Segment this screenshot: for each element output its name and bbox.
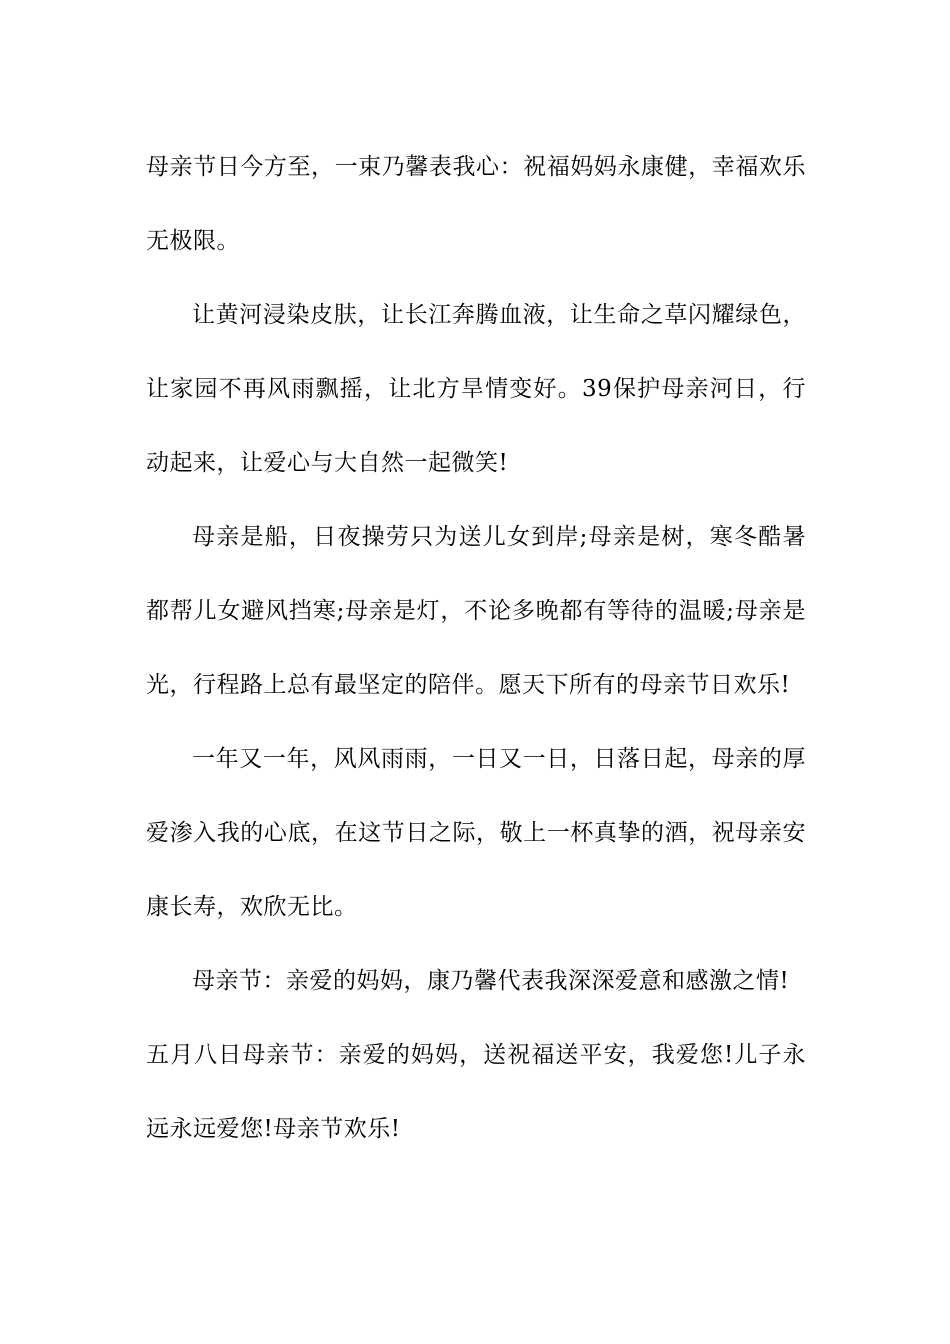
paragraph-1: 母亲节日今方至，一束乃馨表我心：祝福妈妈永康健，幸福欢乐无极限。 bbox=[146, 154, 806, 254]
paragraph-3: 母亲是船，日夜操劳只为送儿女到岸;母亲是树，寒冬酷暑都帮儿女避风挡寒;母亲是灯，不论多晚都有等待的温暖;母亲是光，行程路上总有最坚定的陪伴。愿天下所有的母亲节日欢乐! bbox=[146, 524, 806, 698]
paragraph-4: 一年又一年，风风雨雨，一日又一日，日落日起，母亲的厚爱渗入我的心底，在这节日之际，敬上一杯真挚的酒，祝母亲安康长寿，欢欣无比。 bbox=[146, 746, 806, 920]
paragraph-5: 母亲节：亲爱的妈妈，康乃馨代表我深深爱意和感激之情! bbox=[192, 968, 790, 994]
document-body bbox=[146, 130, 806, 1166]
paragraph-2: 让黄河浸染皮肤，让长江奔腾血液，让生命之草闪耀绿色，让家园不再风雨飘摇，让北方旱情变好。39保护母亲河日，行动起来，让爱心与大自然一起微笑! bbox=[146, 302, 806, 476]
paragraph-6: 五月八日母亲节：亲爱的妈妈，送祝福送平安，我爱您!儿子永远永远爱您!母亲节欢乐! bbox=[146, 1042, 806, 1142]
